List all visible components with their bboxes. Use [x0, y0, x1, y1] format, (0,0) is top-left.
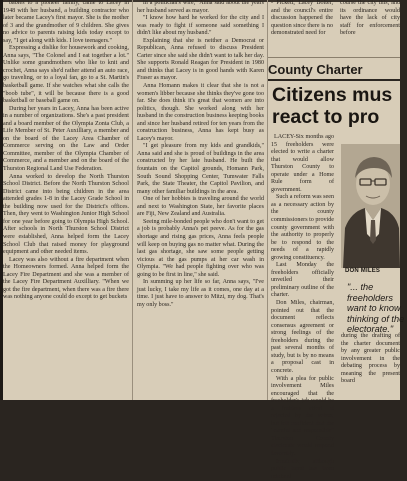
- paragraph: Expressing a dislike for housework and cooking, Anna says, "The Colonel and I eat together a lot." Unlike some grandmothers who like to knit and crochet, Anna says she'd rather attend an auto race, go traveling, or to a loyal fan, go to a St. Martin's basketball game. If she watches what she calls the "boob tube", it will be because there is a good basketball or baseball game on.: [3, 45, 129, 105]
- paragraph: Anna worked to develop the North Thurston School District. Before the North Thurston School District came into being children in the area attended grades 1-8 in the Lacey Grade School in the building now used for the District's offices. Then, they went to Washington Junior High School for one year before going to Olympia High School. After schools in North Thurston School District were established, Anna helped form the Lacey School Club that raised money for playground equipment and other needed items.: [3, 173, 129, 256]
- paragraph: Anna Homann makes it clear that she is not a women's libber because she thinks they've gone too far. She does think it's great that women are into politics, though. She worked along with her husband in the construction business keeping books and since her husband retired for ten years from the construction business, Anna has kept busy as Lacey's mayor.: [137, 83, 264, 142]
- headline: [272, 84, 407, 128]
- paragraph: - Pickett, Lacey Bolter, and the council's entire discussion happened the question since there is no demonstrated need for: [271, 0, 333, 37]
- paragraph: Such a reform was seen as a necessary action by the county commissioners to provide county government with the authority to properly be to respond to the needs of a rapidly growing constituency.: [271, 194, 334, 261]
- paragraph: during the drafting of the charter document by any greater public involvement in the debating process by meaning the present board: [341, 333, 400, 385]
- story-body-continued: [341, 333, 400, 386]
- paragraph: Lacey was also without a fire department when the Homeowners formed. Anna helped form the Lacey Fire Department and she was a member of the Lacey Fire Department Auxilliary. "When we got the fire department, when there was a fire there was nothing anyone could do except to get buckets: [3, 256, 129, 301]
- paragraph: Explaining that she is neither a Democrat or Republican, Anna refused to discuss President Carter since she said she didn't want to talk her day. She supports Ronald Reagan for President in 1980 and thinks that Lacey is in good hands with Karen Fraser as mayor.: [137, 37, 264, 82]
- article-column-2: [137, 0, 264, 400]
- portrait-illustration: [341, 144, 400, 268]
- headline-line: Citizens mus: [272, 84, 393, 106]
- article-column-3-top: [271, 0, 400, 54]
- section-rule: [268, 57, 400, 58]
- paragraph: In summing up her life so far, Anna says, "I've just lucky, I take my life as it comes, one day at a time. I just have to answer to Mitzi, my dog. That's my only boss.": [137, 279, 264, 308]
- section-label: County Charter: [268, 62, 363, 77]
- section-rule: [268, 79, 400, 81]
- paragraph: in a politician's wife," Anna said about the years her husband served as mayor.: [137, 0, 264, 14]
- paragraph: course the city this, and its ordinance would have the lack of city staff for enforcement before: [340, 0, 400, 37]
- story-body: [271, 134, 334, 481]
- paragraph: Ironically, although public input has been minimal: [271, 458, 334, 480]
- headline-line: react to pro: [272, 106, 380, 128]
- pull-quote: "... the freeholders want to know thinking of the electorate.": [347, 282, 405, 334]
- paragraph: LACEY-Six months ago 15 freeholders were elected to write a charter that would allow Thurston County to operate under a Home Rule form of government.: [271, 134, 334, 193]
- paragraph: "I get pleasure from my kids and grandkids," Anna said and she is proud of buildings in the area constructed by her late husband. He built the fountain on the Capitol grounds, Homann Park, South Sound Shopping Center, Tumwater Falls Park, the State Theater, the Capitol Pavilion, and many other familiar buildings in the area.: [137, 143, 264, 195]
- paragraph: One of her hobbies is traveling around the world and next to Washington State, her favorite places are Fiji, New Zealand and Australia.: [137, 196, 264, 218]
- paragraph: Last Monday the freeholders officially unveiled their preliminary outline of the charter.: [271, 262, 334, 299]
- portrait-photo: [341, 144, 400, 268]
- paragraph: "I know how hard he worked for the city and I was ready to fight if someone said something I didn't like about my husband.": [137, 15, 264, 37]
- paragraph: With a plea for public involvement Miles encouraged that the freeholder's job would be a fruitless effort if rejected by the voters, but felt confident that the "careful and responsible" Thurston County electorate would respond favorably.: [271, 375, 334, 457]
- paragraph: During her years in Lacey, Anna has been active in a number of organizations. She's a past president and a board member of the Olympia Zonta Club, a Life Member of St. Peter Auxilliary, a member and on the board of the Lacey Area Chamber of Commerce serving on the Law and Order Committee, member of the Olympia Chamber of Commerce, and a member and on the board of the Thurston Regional Land Use Federation.: [3, 105, 129, 173]
- paragraph: babies to a pioneer family, came to Lacey in 1948 with her husband, a building contractor who later became Lacey's first mayor. She is the mother of 3 and the grandmother of 9 children. She gives no advice to parents raising kids today except to say, "I get along with kids. I love teenagers.": [3, 0, 129, 44]
- paragraph: Don Miles, chairman, pointed out that the document reflects consensus agreement or strong feelings of the freeholders during the past several months of study, but is by no means a proposal cast in concrete.: [271, 300, 334, 374]
- column-divider: [132, 0, 133, 400]
- paragraph: Seeing mile-bonded people who don't want to get a job is probably Anna's pet peeve. As for the gas shortage and rising gas prices, Anna feels people will keep on buying gas no matter what. During the last gas shortage, she saw some people getting vicious at the gas pumps at her car wash in Olympia. "We had people fighting over who was going to be first in line," she said.: [137, 218, 264, 278]
- column-divider: [267, 0, 268, 400]
- article-column-1: [3, 0, 129, 400]
- photo-caption: DON MILES: [345, 268, 381, 274]
